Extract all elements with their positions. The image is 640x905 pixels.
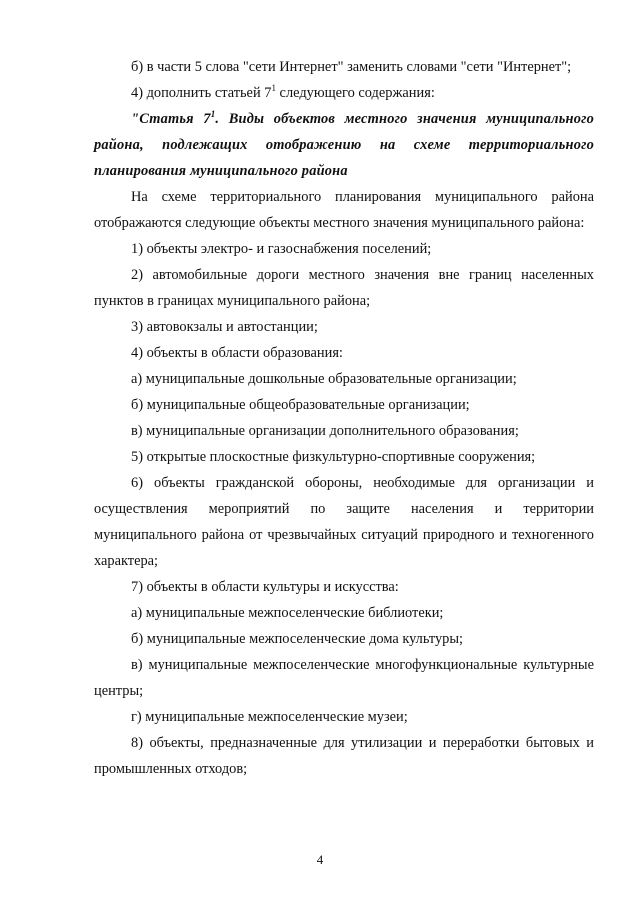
amendment-4-tail: следующего содержания: <box>275 85 435 101</box>
list-item-7b: б) муниципальные межпоселенческие дома культуры; <box>131 631 464 647</box>
article-heading-superscript: 1 <box>210 109 216 120</box>
list-item-4a: а) муниципальные дошкольные образовательные организации; <box>131 371 517 387</box>
list-item-4b: б) муниципальные общеобразовательные организации; <box>131 397 470 413</box>
amendment-4-text: 4) дополнить статьей 7 <box>131 85 272 101</box>
list-item-8: 8) объекты, предназначенные для утилизации и переработки бытовых и промышленных отходов; <box>94 735 594 777</box>
article-heading <box>94 106 594 184</box>
list-item-7d: г) муниципальные межпоселенческие музеи; <box>131 709 408 725</box>
page-number: 4 <box>316 852 324 867</box>
list-item-7c: в) муниципальные межпоселенческие многофункциональные культурные центры; <box>94 657 594 699</box>
list-item-5: 5) открытые плоскостные физкультурно-спортивные сооружения; <box>131 449 536 465</box>
list-item-4: 4) объекты в области образования: <box>131 345 343 361</box>
list-item-7: 7) объекты в области культуры и искусства: <box>131 579 399 595</box>
list-item-2: 2) автомобильные дороги местного значения вне границ населенных пунктов в границах муниципального района; <box>94 267 594 309</box>
article-superscript: 1 <box>271 83 276 94</box>
paragraph-amendment-4 <box>94 80 594 106</box>
list-item-4c: в) муниципальные организации дополнительного образования; <box>131 423 519 439</box>
list-item-3: 3) автовокзалы и автостанции; <box>131 319 318 335</box>
article-heading-title: . Виды объектов местного значения муниципального района, подлежащих отображению на схеме территориального планирования муниципального района <box>94 111 594 179</box>
paragraph-intro: На схеме территориального планирования муниципального района отображаются следующие объекты местного значения муниципального района: <box>94 189 594 231</box>
document-body <box>94 54 594 782</box>
article-heading-start: "Статья 7 <box>131 111 211 127</box>
paragraph-amendment-b: б) в части 5 слова "сети Интернет" заменить словами "сети "Интернет"; <box>131 59 572 75</box>
list-item-7a: а) муниципальные межпоселенческие библиотеки; <box>131 605 444 621</box>
list-item-6: 6) объекты гражданской обороны, необходимые для организации и осуществления мероприятий по защите населения и территории муниципального района от чрезвычайных ситуаций природного и техногенного характера; <box>94 475 594 569</box>
list-item-1: 1) объекты электро- и газоснабжения поселений; <box>131 241 432 257</box>
